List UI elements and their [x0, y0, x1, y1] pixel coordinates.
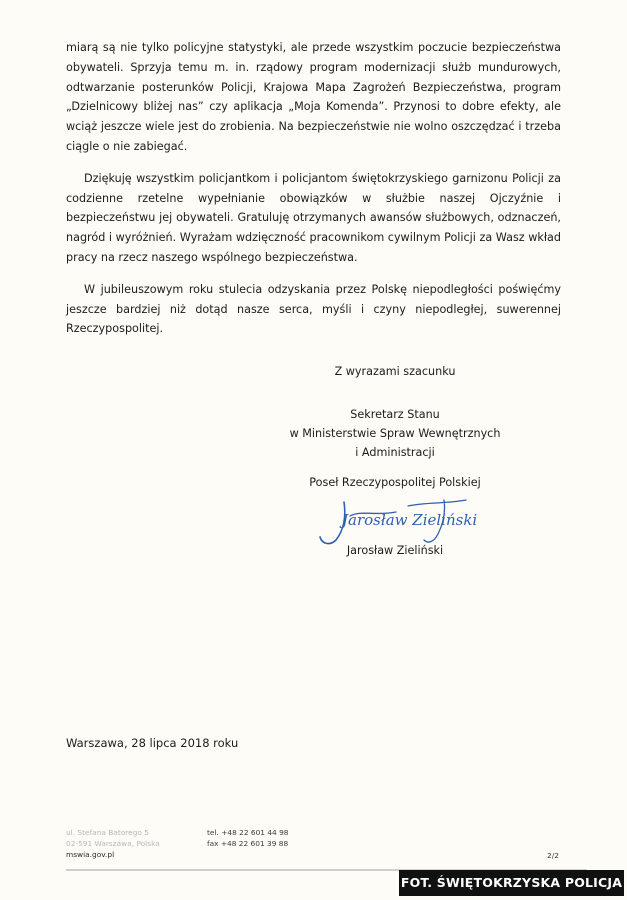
- paragraph-thanks: Dziękuję wszystkim policjantkom i policjantom świętokrzyskiego garnizonu Policji za codzienne rzetelne wypełnianie obowiązków w służbie naszej Ojczyźnie i bezpieczeństwu jej obywateli. Gratuluję otrzymanych awansów służbowych, odznaczeń, nagród i wyróżnień. Wyrażam wdzięczność pracownikom cywilnym Policji za Wasz wkład pracy na rzecz naszego wspólnego bezpieczeństwa.: [66, 171, 561, 264]
- title-line-1: Sekretarz Stanu: [350, 408, 440, 421]
- signatory-name: Jarosław Zieliński: [346, 544, 444, 557]
- mp-title-block: [270, 473, 520, 492]
- title-line-2: w Ministerstwie Spraw Wewnętrznych: [289, 427, 501, 440]
- letter-body: [66, 38, 561, 351]
- footer-tel: tel. +48 22 601 44 98: [207, 828, 289, 837]
- signatory-title-block: [270, 405, 520, 462]
- photo-credit-badge: FOT. ŚWIĘTOKRZYSKA POLICJA: [399, 870, 624, 896]
- place-and-date: Warszawa, 28 lipca 2018 roku: [66, 736, 239, 750]
- footer-fax: fax +48 22 601 39 88: [207, 839, 289, 848]
- footer-contact: [207, 827, 289, 849]
- page-number: 2/2: [547, 851, 559, 860]
- title-line-3: i Administracji: [355, 446, 435, 459]
- footer-address: [66, 827, 160, 860]
- footer-street: ul. Stefana Batorego 5: [66, 828, 149, 837]
- closing-block: [270, 362, 520, 381]
- closing-salutation: Z wyrazami szacunku: [334, 365, 456, 378]
- signatory-name-block: [270, 541, 520, 560]
- paragraph-continuation: miarą są nie tylko policyjne statystyki, ale przede wszystkim poczucie bezpieczeństwa obywateli. Sprzyja temu m. in. rządowy program modernizacji służb mundurowych, odtwarzanie posterunków Policji, Krajowa Mapa Zagrożeń Bezpieczeństwa, program „Dzielnicowy bliżej nas” czy aplikacja „Moja Komenda”. Przynosi to dobre efekty, ale wciąż jeszcze wiele jest do zrobienia. Na bezpieczeństwie nie wolno oszczędzać i trzeba ciągle o nie zabiegać.: [66, 41, 561, 153]
- footer-city: 02-591 Warszawa, Polska: [66, 839, 160, 848]
- footer-website: mswia.gov.pl: [66, 850, 115, 859]
- paragraph-jubilee: W jubileuszowym roku stulecia odzyskania przez Polskę niepodległości poświęćmy jeszcze bardziej niż dotąd nasze serca, myśli i czyny niepodległej, suwerennej Rzeczypospolitej.: [66, 282, 561, 336]
- mp-title: Poseł Rzeczypospolitej Polskiej: [309, 476, 481, 489]
- signature-script-text: Jarosław Zieliński: [342, 511, 478, 529]
